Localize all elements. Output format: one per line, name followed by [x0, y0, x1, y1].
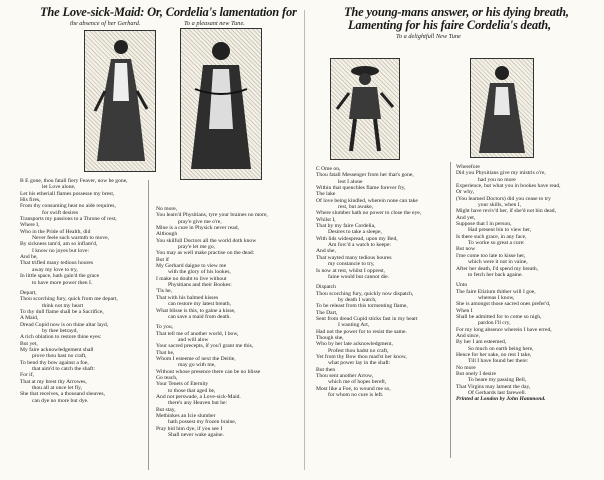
verse-line: No more, [156, 206, 178, 212]
sheet-fold [304, 10, 305, 470]
verse-line: pray'e let me go, [178, 244, 216, 251]
verse-line: C Ome on, [316, 166, 341, 172]
verse-line: by death I watch, [338, 296, 377, 303]
verse-line: The lake [316, 191, 336, 198]
young-woman-figure [471, 59, 533, 157]
left-ballad-title: The Love-sick-Maid: Or, Cordelia's lamentation for [40, 5, 297, 19]
verse-line: Without whose presence there can be no blisse [156, 368, 261, 375]
verse-line: But onely I desire [456, 371, 496, 377]
verse-line: think not my heart [42, 302, 84, 309]
right-subtitle: To a delightfull New Tune [396, 33, 461, 40]
verse-line: Whom I esteeme of next the Deitie, [156, 355, 236, 362]
verse-line: A rich oblation to restore thine eyes: [20, 334, 102, 341]
young-woman-woodcut [470, 58, 534, 158]
verse-line: Shall be admitted for to come so nigh, [456, 313, 542, 320]
verse-line: But if [156, 256, 169, 263]
verse-line: with the glory of his lookes, [168, 269, 231, 276]
verse-line: Within that quenchles flame forever fry, [316, 185, 406, 192]
verse-line: Dread Cupid now is on thine altar layd, [20, 321, 109, 328]
verse-line: The Dart, [316, 309, 338, 316]
verse-line: Go teach, [156, 374, 178, 381]
seated-lady-figure [181, 29, 261, 179]
verse-line: That at my brest thy Arrowes, [20, 378, 87, 385]
verse-line: your skills, when I, [478, 202, 522, 209]
verse-line: Where slumber hath no power to close the eye, [316, 210, 422, 217]
verse-line: For my long absence wherein I have erred, [456, 326, 552, 333]
verse-line: That wayted many tedious houres [316, 254, 392, 261]
standing-lady-figure [85, 31, 155, 171]
left-column-2 [156, 206, 268, 438]
verse-line: I make no doubt to live without [156, 275, 227, 282]
verse-line: To worke so great a cure: [468, 240, 525, 247]
verse-line: She is amongst those sacred ones prefer'd, [456, 301, 551, 308]
verse-line: That Virgins may lament the day, [456, 383, 531, 390]
verse-line: Although [156, 231, 178, 238]
verse-line: That trifled many tedious houres [20, 260, 94, 267]
verse-line: Transports my passions to a Throne of rest, [20, 216, 117, 223]
standing-lady-woodcut [84, 30, 156, 172]
verse-line: Thou sent another Arrow, [316, 373, 374, 379]
verse-line: what power lay in the shaft: [328, 360, 391, 367]
verse-line: which were it not in vaine, [468, 259, 528, 266]
verse-line: But then [316, 366, 336, 373]
verse-line: Thou scorching fury, quickly now dispatch, [316, 290, 414, 297]
verse-line: By her I am esteemed, [456, 339, 507, 346]
column-divider [450, 162, 451, 458]
verse-line: The faire Elizium thither will I goe, [456, 288, 536, 295]
verse-line: Or why, [456, 189, 474, 196]
printer-imprint: Printed at London by John Hammond. [456, 396, 546, 403]
verse-line: In little space, hath gain'd the grace [20, 273, 100, 280]
verse-line: for swift desires [42, 209, 79, 216]
verse-line: my constancie to try, [328, 261, 375, 268]
verse-line: Though she, [316, 334, 344, 341]
verse-line: And she, [316, 248, 336, 255]
verse-line: Suppose that I in person, [456, 221, 512, 228]
left-subtitle-b: To a pleasant new Tune. [184, 20, 245, 27]
verse-line: What blisse is this, to gaine a kisse, [156, 307, 236, 314]
verse-line: can dye no more but dye. [32, 397, 89, 404]
verse-line: That by my faire Cordelia, [316, 223, 376, 230]
verse-line: Of Gerhards last farewell. [468, 390, 527, 397]
verse-line: She that receives, a thousand sheaves, [20, 391, 105, 398]
verse-line: Let his etheriall flames possesse my brest, [20, 190, 115, 197]
verse-line: Thou fatall Messenger from her that's gone, [316, 172, 414, 179]
verse-line: You may as well make practise on the dead: [156, 250, 255, 257]
verse-line: Sent from dread Cupid sticks fast in my heart [316, 315, 418, 322]
verse-line: Experience, but what you in bookes have read, [456, 183, 561, 190]
verse-line: B E gone, thou fatall fiery Feaver, now be gone, [20, 178, 128, 184]
verse-line: Did you Physitians give my mistris o're, [456, 170, 546, 177]
verse-line: lest I alone [338, 178, 363, 185]
verse-line: After her death, I'd spend my breath, [456, 265, 539, 272]
verse-line: (You learned Doctors) did you cease to try [456, 195, 551, 202]
verse-line: To be releast from this tormenting flame, [316, 303, 408, 310]
verse-line: I know no joyes but love: [32, 247, 90, 254]
verse-line: Of love being kindled, wherein none can take [316, 197, 418, 204]
verse-line: I wanting Art, [338, 322, 370, 329]
verse-line: No more [456, 364, 476, 371]
verse-line: Where I, [20, 222, 40, 229]
young-man-woodcut [330, 58, 400, 160]
verse-line: can restore my latest breath, [168, 301, 231, 308]
verse-line: My Gerhard daigne to view me [156, 263, 227, 270]
verse-line: let Love alone, [42, 184, 76, 191]
verse-line: And not perswade, a Love-sick-Maid. [156, 393, 241, 400]
verse-line: pardon I'll cry, [478, 320, 511, 327]
verse-line: For if, [20, 372, 34, 379]
verse-line: By sickness tam'd, am so inflam'd, [20, 241, 98, 248]
verse-line: That he, [156, 349, 175, 356]
verse-line: A Maid, [20, 315, 39, 322]
verse-line: I'me come too late to kisse her, [456, 252, 526, 259]
verse-line: Shall never wake againe. [168, 432, 224, 439]
verse-line: Methinkes an Icie slumber [156, 413, 216, 419]
seated-lady-woodcut [180, 28, 262, 180]
verse-line: Most like a Foe, to wound me so, [316, 385, 391, 392]
verse-line: But now [456, 246, 476, 253]
verse-line: pray'e give me o're, [178, 218, 222, 225]
right-column-1 [316, 166, 421, 398]
verse-line: there's any Heaven but he: [168, 400, 228, 407]
verse-line: to fetch her back againe. [468, 271, 523, 278]
verse-line: Pray bid him dye, if you see I [156, 425, 223, 432]
verse-line: Depart, [20, 289, 37, 296]
verse-line: Never feele such warmth to move, [32, 235, 110, 242]
verse-line: Thou scorching fury, quick from me depart, [20, 296, 118, 303]
verse-line: thou all at once let fly, [32, 385, 82, 391]
verse-line: Unto [456, 282, 468, 289]
verse-line: away my love to try, [32, 266, 78, 273]
right-column-2 [456, 164, 561, 403]
verse-line: Physitians and their Bookes: [168, 282, 232, 289]
verse-line: Mine is a cure in Physick never read, [156, 225, 239, 232]
verse-line: And yet, [456, 214, 476, 221]
right-ballad-title-2: Lamenting for his faire Cordelia's death, [348, 18, 551, 32]
verse-line: by thee betrayd, [42, 327, 78, 334]
verse-line: prove thou hast no craft, [32, 353, 87, 360]
verse-line: may go with me, [178, 362, 216, 369]
verse-line: Had not the power for to resist the same. [316, 328, 407, 335]
verse-line: Your Tenets of Eternity [156, 381, 209, 388]
verse-line: Dispatch [316, 284, 336, 291]
young-man-figure [331, 59, 399, 159]
verse-line: Is there such grace, in any face, [456, 233, 527, 240]
verse-line: to those that aged be, [168, 387, 216, 394]
verse-line: But yet, [20, 340, 38, 347]
column-divider [148, 180, 149, 470]
verse-line: and will alow [178, 336, 209, 343]
verse-line: So much on earth being here, [468, 345, 534, 352]
verse-line: had you no more [478, 176, 516, 183]
verse-line: To bend thy bow against a foe, [20, 359, 89, 366]
verse-line: Profest thou hadst no craft, [328, 347, 389, 354]
verse-line: Till I have found her there: [468, 358, 529, 365]
left-column-1 [20, 178, 128, 404]
verse-line: My faire acknowledgement shall [20, 346, 94, 353]
verse-line: And since, [456, 332, 480, 339]
verse-line: for whom no cure is left. [328, 392, 384, 399]
verse-line: But stay, [156, 406, 176, 413]
verse-line: which me of hopes bereft, [328, 379, 387, 386]
verse-line: To thy dull flame shall be a Sacrifice, [20, 308, 104, 315]
left-subtitle-a: the absence of her Gerhard. [70, 20, 141, 27]
verse-line: Might have reviv'd her, if she'd not bin dead, [456, 208, 556, 215]
verse-line: Am forc'd a watch to keepe: [328, 242, 391, 249]
verse-line: Wherefore [456, 164, 480, 170]
right-ballad-title-1: The young-mans answer, or his dying breath, [344, 5, 569, 19]
verse-line: that aim'd to catch the shaft: [32, 365, 95, 372]
verse-line: 'Tis he, [156, 288, 173, 295]
verse-line: hath possest my frozen braine, [168, 419, 237, 426]
verse-line: whereas I know, [478, 294, 515, 301]
verse-line: faine would but cannot die. [328, 273, 390, 280]
verse-line: Desires to take a sleepe, [328, 229, 382, 236]
verse-line: Is now at rest, whilst I opprest, [316, 267, 385, 274]
verse-line: Had present bin to view her, [468, 227, 532, 234]
verse-line: Whilst I, [316, 216, 336, 223]
verse-line: That tell me of another world, I bow, [156, 330, 239, 337]
verse-line: You skilfull Doctors all the world doth know [156, 237, 257, 244]
verse-line: Who by her late acknowledgment, [316, 341, 393, 348]
verse-line: That with his balmed kisses [156, 294, 219, 301]
verse-line: Your sacred precepts, if you'l grant me this, [156, 343, 254, 350]
verse-line: Yet from thy Bow thou mad'st her know, [316, 353, 407, 360]
verse-line: can save a maid from death. [168, 313, 231, 320]
verse-line: Who in the Pride of Health, did [20, 228, 91, 235]
verse-line: to have more power then I. [32, 279, 93, 286]
verse-line: rest, but awake, [338, 204, 374, 211]
verse-line: From thy consuming heat no aide requires, [20, 203, 116, 210]
verse-line: With lids widespread, upon my Bed, [316, 235, 398, 242]
verse-line: Hence for her sake, no rest I take, [456, 351, 532, 358]
verse-line: And he, [20, 254, 38, 261]
verse-line: When I [456, 307, 473, 314]
verse-line: To heare my passing Bell, [468, 377, 527, 384]
verse-line: To you, [156, 324, 174, 331]
verse-line: His fires, [20, 197, 41, 204]
verse-line: You learn'd Physitians, tyre your braines no more, [156, 212, 268, 219]
